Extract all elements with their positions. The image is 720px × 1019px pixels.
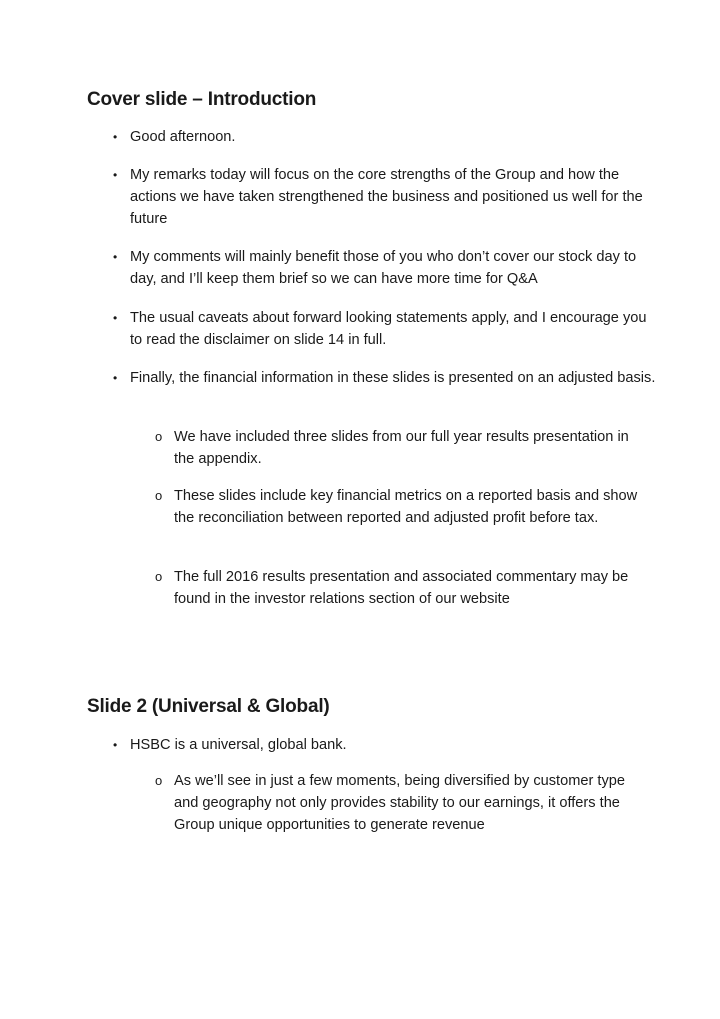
bullet-icon: • [113,168,118,182]
sub-bullet-icon: o [155,429,163,444]
section-heading-cover: Cover slide – Introduction [87,89,317,110]
list-item: HSBC is a universal, global bank. [130,737,347,753]
bullet-icon: • [113,250,118,264]
bullet-icon: • [113,371,118,385]
bullet-icon: • [113,738,118,752]
list-item: Finally, the financial information in these slides is presented on an adjusted basis. [130,370,656,386]
list-item: My remarks today will focus on the core strengths of the Group and how the actions we have taken strengthened the business and positioned us well for the future [130,167,643,227]
sub-list-item: We have included three slides from our full year results presentation in the appendix. [174,429,629,467]
sub-list-item: The full 2016 results presentation and associated commentary may be found in the investor relations section of our website [174,569,629,607]
sub-list-item: These slides include key financial metrics on a reported basis and show the reconciliation between reported and adjusted profit before tax. [174,488,638,526]
list-item: My comments will mainly benefit those of you who don’t cover our stock day to day, and I’ll keep them brief so we can have more time for Q&A [130,249,637,287]
bullet-icon: • [113,311,118,325]
sub-bullet-icon: o [155,569,163,584]
list-item: Good afternoon. [130,129,236,145]
list-item: The usual caveats about forward looking statements apply, and I encourage you to read the disclaimer on slide 14 in full. [130,310,647,348]
bullet-icon: • [113,130,118,144]
sub-bullet-icon: o [155,773,163,788]
sub-bullet-icon: o [155,488,163,503]
section-heading-slide-2: Slide 2 (Universal & Global) [87,696,330,717]
sub-list-item: As we’ll see in just a few moments, being diversified by customer type and geography not only provides stability to our earnings, it offers the Group unique opportunities to generate revenue [174,773,625,833]
